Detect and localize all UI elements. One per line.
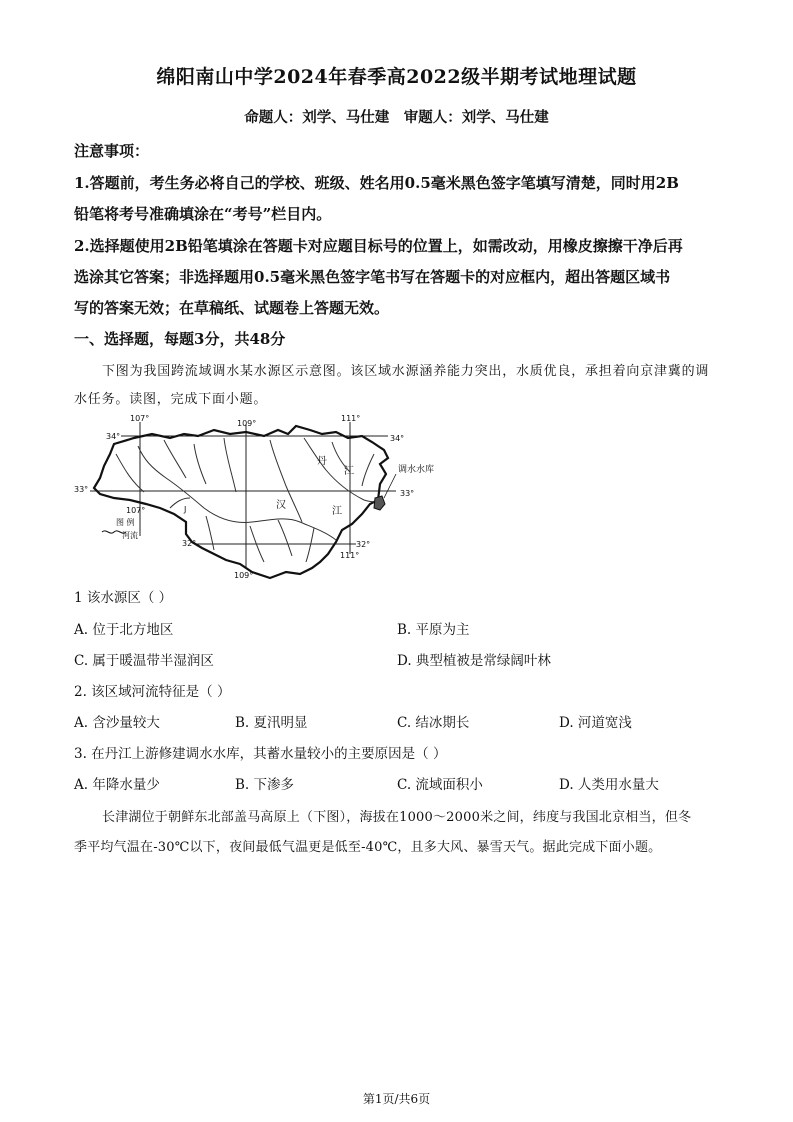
reservoir-leader (384, 474, 396, 498)
legend-title: 图 例 (116, 518, 135, 527)
label-32-right: 32° (356, 540, 371, 549)
page-title: 绵阳南山中学2024年春季高2022级半期考试地理试题 (156, 66, 637, 88)
page-footer: 第1页/共6页 (362, 1092, 431, 1106)
label-111-top: 111° (341, 414, 361, 423)
label-32-left: 32° (182, 539, 197, 548)
question-3-option-b[interactable]: B. 下渗多 (235, 777, 295, 793)
reservoir-label: 调水水库 (398, 465, 435, 475)
river-han-char-2: 江 (332, 506, 342, 517)
legend-river-label: 河流 (122, 531, 138, 540)
question-3-option-a[interactable]: A. 年降水量少 (74, 777, 160, 793)
notice-item-1-line-1: 1.答题前，考生务必将自己的学校、班级、姓名用0.5毫米黑色签字笔填写清楚，同时用2B (74, 174, 679, 192)
label-33-right: 33° (400, 489, 415, 498)
label-111-bottom: 111° (340, 551, 360, 560)
question-3-stem: 3. 在丹江上游修建调水水库，其蓄水量较小的主要原因是（ ） (74, 746, 447, 762)
watershed-map (74, 412, 454, 584)
question-3-option-d[interactable]: D. 人类用水量大 (559, 777, 659, 793)
question-2-stem: 2. 该区域河流特征是（ ） (74, 684, 231, 700)
label-109-top: 109° (237, 419, 257, 428)
label-34-right: 34° (390, 434, 405, 443)
passage-2-line-2: 季平均气温在-30℃以下，夜间最低气温更是低至-40℃，且多大风、暴雪天气。据此完成下面小题。 (74, 840, 662, 855)
river-dan-char-1: 丹 (317, 456, 327, 467)
question-2-option-d[interactable]: D. 河道宽浅 (559, 715, 632, 731)
passage-2-line-1: 长津湖位于朝鲜东北部盖马高原上（下图），海拔在1000～2000米之间，纬度与我国北京相当，但冬 (102, 810, 692, 825)
notice-item-2-line-3: 写的答案无效；在草稿纸、试题卷上答题无效。 (74, 299, 390, 317)
intro-line-2: 水任务。读图，完成下面小题。 (74, 392, 268, 407)
notice-item-1-line-2: 铅笔将考号准确填涂在“考号”栏目内。 (74, 205, 332, 223)
question-2-option-a[interactable]: A. 含沙量较大 (74, 715, 160, 731)
label-107-mid: 107° (126, 506, 146, 515)
notice-item-2-line-1: 2.选择题使用2B铅笔填涂在答题卡对应题目标号的位置上，如需改动，用橡皮擦擦干净后再 (74, 237, 683, 255)
question-1-option-b[interactable]: B. 平原为主 (397, 622, 470, 638)
question-2-option-c[interactable]: C. 结冰期长 (397, 715, 470, 731)
question-2-option-b[interactable]: B. 夏汛明显 (235, 715, 308, 731)
section-heading: 一、选择题，每题3分，共48分 (74, 330, 286, 348)
river-network (116, 438, 378, 562)
author-line: 命题人：刘学、马仕建 审题人：刘学、马仕建 (244, 109, 549, 126)
question-1-stem: 1 该水源区（ ） (74, 590, 173, 606)
question-1-option-c[interactable]: C. 属于暖温带半湿润区 (74, 653, 214, 669)
notice-heading: 注意事项： (74, 142, 150, 160)
small-label-j: J (184, 505, 187, 514)
reservoir-shape (374, 496, 385, 510)
intro-line-1: 下图为我国跨流域调水某水源区示意图。该区域水源涵养能力突出，水质优良，承担着向京津冀的调 (102, 364, 710, 379)
notice-item-2-line-2: 选涂其它答案；非选择题用0.5毫米黑色签字笔书写在答题卡的对应框内，超出答题区域书 (74, 268, 671, 286)
question-1-option-d[interactable]: D. 典型植被是常绿阔叶林 (397, 653, 551, 669)
label-109-bottom: 109° (234, 571, 254, 580)
river-dan-char-2: 江 (344, 466, 354, 477)
label-107-top: 107° (130, 414, 150, 423)
river-han-char-1: 汉 (276, 500, 286, 511)
question-1-option-a[interactable]: A. 位于北方地区 (74, 622, 174, 638)
label-34-left: 34° (106, 432, 121, 441)
label-33-left: 33° (74, 485, 89, 494)
question-3-option-c[interactable]: C. 流域面积小 (397, 777, 483, 793)
